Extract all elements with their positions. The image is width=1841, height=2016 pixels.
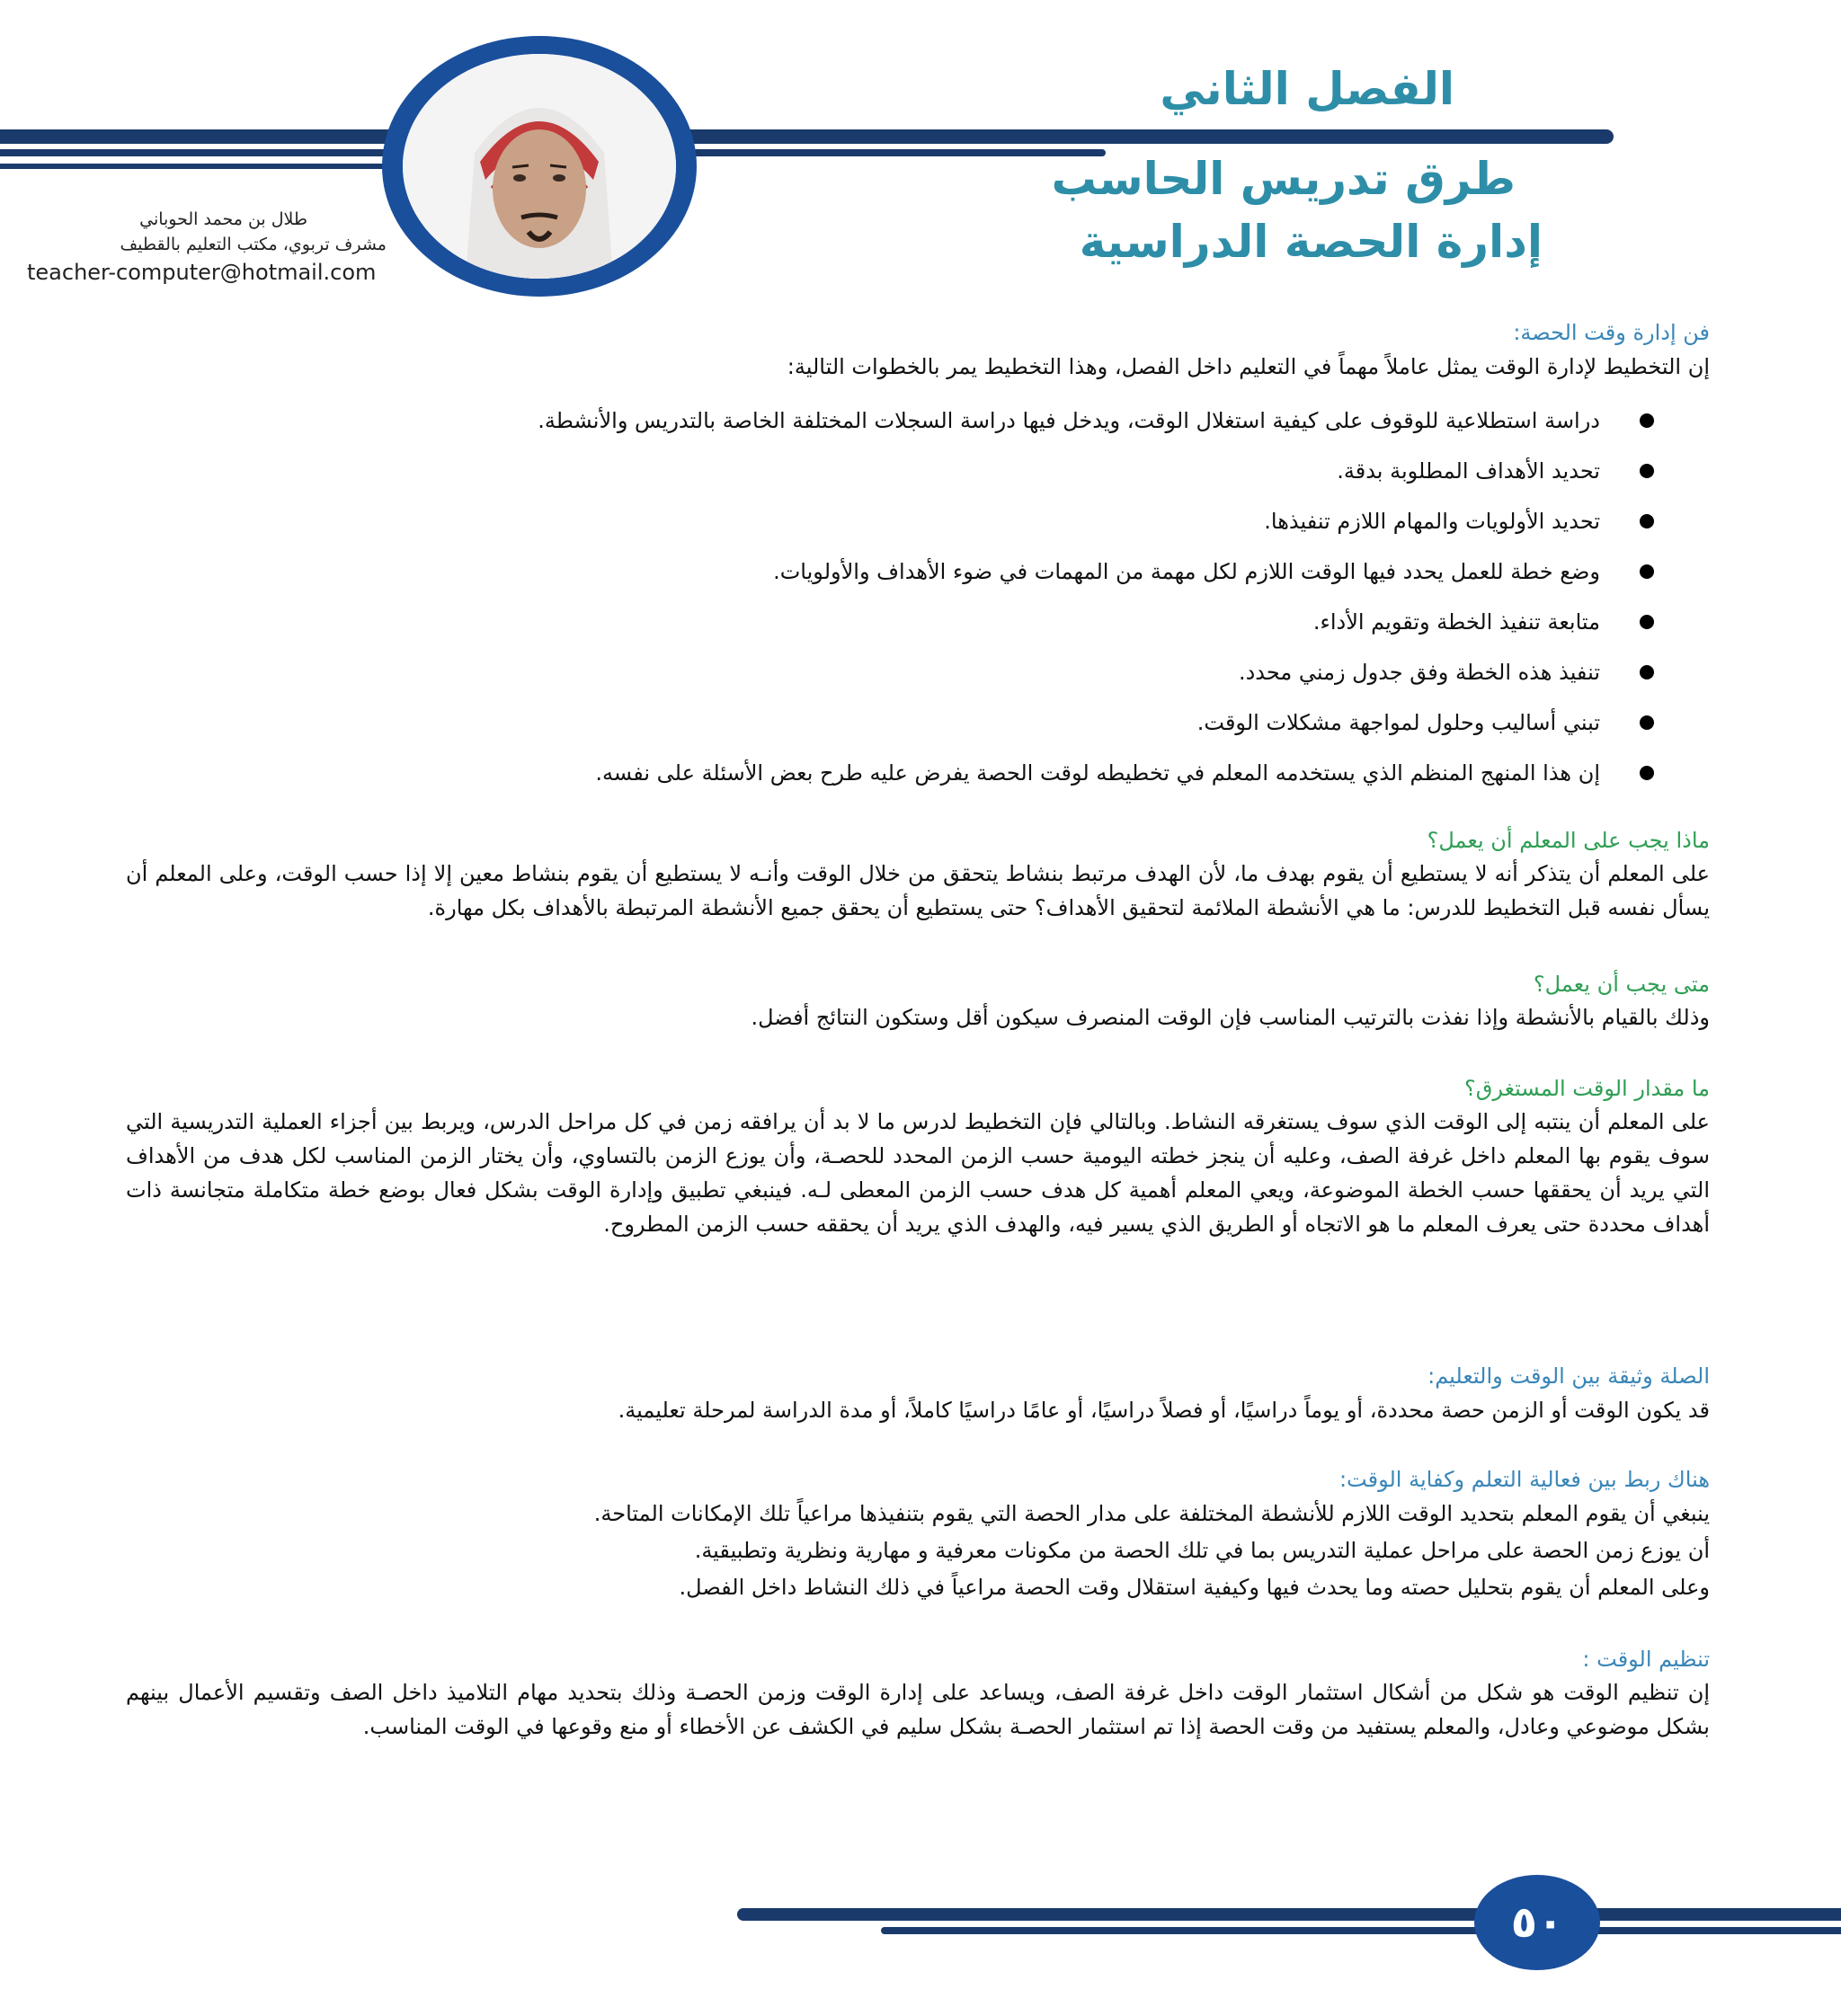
author-name: طلال بن محمد الحوباني	[139, 209, 307, 229]
section-time-and-learning	[126, 1360, 1710, 1429]
section-heading: هناك ربط بين فعالية التعلم وكفاية الوقت:	[1339, 1467, 1710, 1492]
list-item: تحديد الأولويات والمهام اللازم تنفيذها.	[431, 496, 1654, 546]
footer-bar-thin	[881, 1927, 1841, 1934]
section-heading: ما مقدار الوقت المستغرق؟	[1463, 1076, 1710, 1101]
section-body: قد يكون الوقت أو الزمن حصة محددة، أو يوماً دراسيًا، أو فصلاً دراسيًا، أو عامًا دراسيًا كاملاً، أو مدة الدراسة لمرحلة تعليمية.	[618, 1398, 1710, 1423]
section-heading: الصلة وثيقة بين الوقت والتعليم:	[1427, 1363, 1710, 1389]
bullet-icon	[1640, 615, 1654, 629]
section-body: إن تنظيم الوقت هو شكل من أشكال استثمار الوقت داخل غرفة الصف، ويساعد على إدارة الوقت وزمن الحصـة وذلك بتحديد مهام التلاميذ داخل الصف وتقسيم الأعمال بينهم بشكل موضوعي وعادل، والمعلم يستفيد من وقت الحصة إذا تم استثمار الحصـة بشكل سليم في الكشف عن الأخطاء أو منع وقوعها في الوقت المناسب.	[126, 1680, 1710, 1739]
section-line: ينبغي أن يقوم المعلم بتحديد الوقت اللازم للأنشطة المختلفة على مدار الحصة التي يقوم بتنفيذها مراعياً تلك الإمكانات المتاحة.	[593, 1501, 1710, 1526]
planning-steps-list	[431, 395, 1654, 798]
list-item: وضع خطة للعمل يحدد فيها الوقت اللازم لكل مهمة من المهمات في ضوء الأهداف والأولويات.	[431, 546, 1654, 597]
bullet-icon	[1640, 715, 1654, 730]
section-body: على المعلم أن يتذكر أنه لا يستطيع أن يقوم بهدف ما، لأن الهدف مرتبط بنشاط يتحقق من خلال الوقت وأنـه لا يستطيع أن يقوم بنشاط معين إلا إذا حسب الوقت، وعلى المعلم أن يسأل نفسه قبل التخطيط للدرس: ما هي الأنشطة الملائمة لتحقيق الأهداف؟ حتى يستطيع أن يحقق جميع الأنشطة المرتبطة بالأهداف بكل مهارة.	[126, 861, 1710, 920]
section-time-amount	[126, 1072, 1710, 1241]
author-block	[27, 207, 387, 288]
list-item: دراسة استطلاعية للوقوف على كيفية استغلال الوقت، ويدخل فيها دراسة السجلات المختلفة الخاصة بالتدريس والأنشطة.	[431, 395, 1654, 446]
bullet-icon	[1640, 564, 1654, 579]
book-title: طرق تدريس الحاسب	[1051, 153, 1516, 205]
section-heading: تنظيم الوقت :	[1582, 1647, 1710, 1672]
section-what-to-do	[126, 824, 1710, 925]
bullet-icon	[1640, 464, 1654, 478]
list-item: إن هذا المنهج المنظم الذي يستخدمه المعلم في تخطيطه لوقت الحصة يفرض عليه طرح بعض الأسئلة على نفسه.	[431, 748, 1654, 798]
section-intro: إن التخطيط لإدارة الوقت يمثل عاملاً مهماً في التعليم داخل الفصل، وهذا التخطيط يمر بالخطوات التالية:	[787, 354, 1710, 379]
section-time-management	[126, 316, 1710, 386]
bullet-icon	[1640, 665, 1654, 679]
section-when-to-do	[126, 968, 1710, 1035]
author-role: مشرف تربوي، مكتب التعليم بالقطيف	[120, 235, 387, 254]
section-heading: ماذا يجب على المعلم أن يعمل؟	[1427, 828, 1710, 853]
list-item: متابعة تنفيذ الخطة وتقويم الأداء.	[431, 597, 1654, 647]
lesson-title: إدارة الحصة الدراسية	[1079, 216, 1543, 268]
author-photo	[403, 54, 676, 279]
section-line: وعلى المعلم أن يقوم بتحليل حصته وما يحدث فيها وكيفية استقلال وقت الحصة مراعياً في ذلك النشاط داخل الفصل.	[679, 1575, 1710, 1600]
author-email: teacher-computer@hotmail.com	[27, 260, 377, 285]
bullet-icon	[1640, 413, 1654, 428]
list-item: تنفيذ هذه الخطة وفق جدول زمني محدد.	[431, 647, 1654, 697]
bullet-icon	[1640, 766, 1654, 780]
list-item: تبني أساليب وحلول لمواجهة مشكلات الوقت.	[431, 697, 1654, 748]
section-heading: متى يجب أن يعمل؟	[1533, 972, 1710, 997]
section-heading: فن إدارة وقت الحصة:	[1513, 320, 1710, 345]
footer-bar	[737, 1908, 1841, 1921]
section-time-organization	[126, 1643, 1710, 1744]
header-bar	[0, 129, 1614, 144]
list-item: تحديد الأهداف المطلوبة بدقة.	[431, 446, 1654, 496]
chapter-title: الفصل الثاني	[1160, 63, 1454, 115]
page-number: ٥٠	[1474, 1875, 1600, 1970]
section-body: وذلك بالقيام بالأنشطة وإذا نفذت بالترتيب المناسب فإن الوقت المنصرف سيكون أقل وستكون النتائج أفضل.	[751, 1005, 1710, 1030]
bullet-icon	[1640, 514, 1654, 528]
section-line: أن يوزع زمن الحصة على مراحل عملية التدريس بما في تلك الحصة من مكونات معرفية و مهارية ونظرية وتطبيقية.	[694, 1538, 1710, 1563]
section-body: على المعلم أن ينتبه إلى الوقت الذي سوف يستغرقه النشاط. وبالتالي فإن التخطيط لدرس ما لا بد أن يرافقه زمن في كل مراحل الدرس، ويربط بين أجزاء العملية التدريسية التي سوف يقوم بها المعلم داخل غرفة الصف، وعليه أن ينجز خطته اليومية حسب الزمن المحدد للحصـة، وأن يوزع الزمن بالتساوي، وأن يختار الزمن المناسب لكل هدف من الأهداف التي يريد أن يحققها حسب الخطة الموضوعة، ويعي المعلم أهمية كل هدف حسب الزمن المعطى لـه. فينبغي تطبيق وإدارة الوقت بشكل فعال بوضع خطة متكاملة متجانسة ذات أهداف محددة حتى يعرف المعلم ما هو الاتجاه أو الطريق الذي يسير فيه، والهدف الذي يريد أن يحققه حسب الزمن المطروح.	[126, 1109, 1710, 1237]
section-learning-effectiveness	[126, 1463, 1710, 1606]
person-icon	[403, 54, 676, 279]
